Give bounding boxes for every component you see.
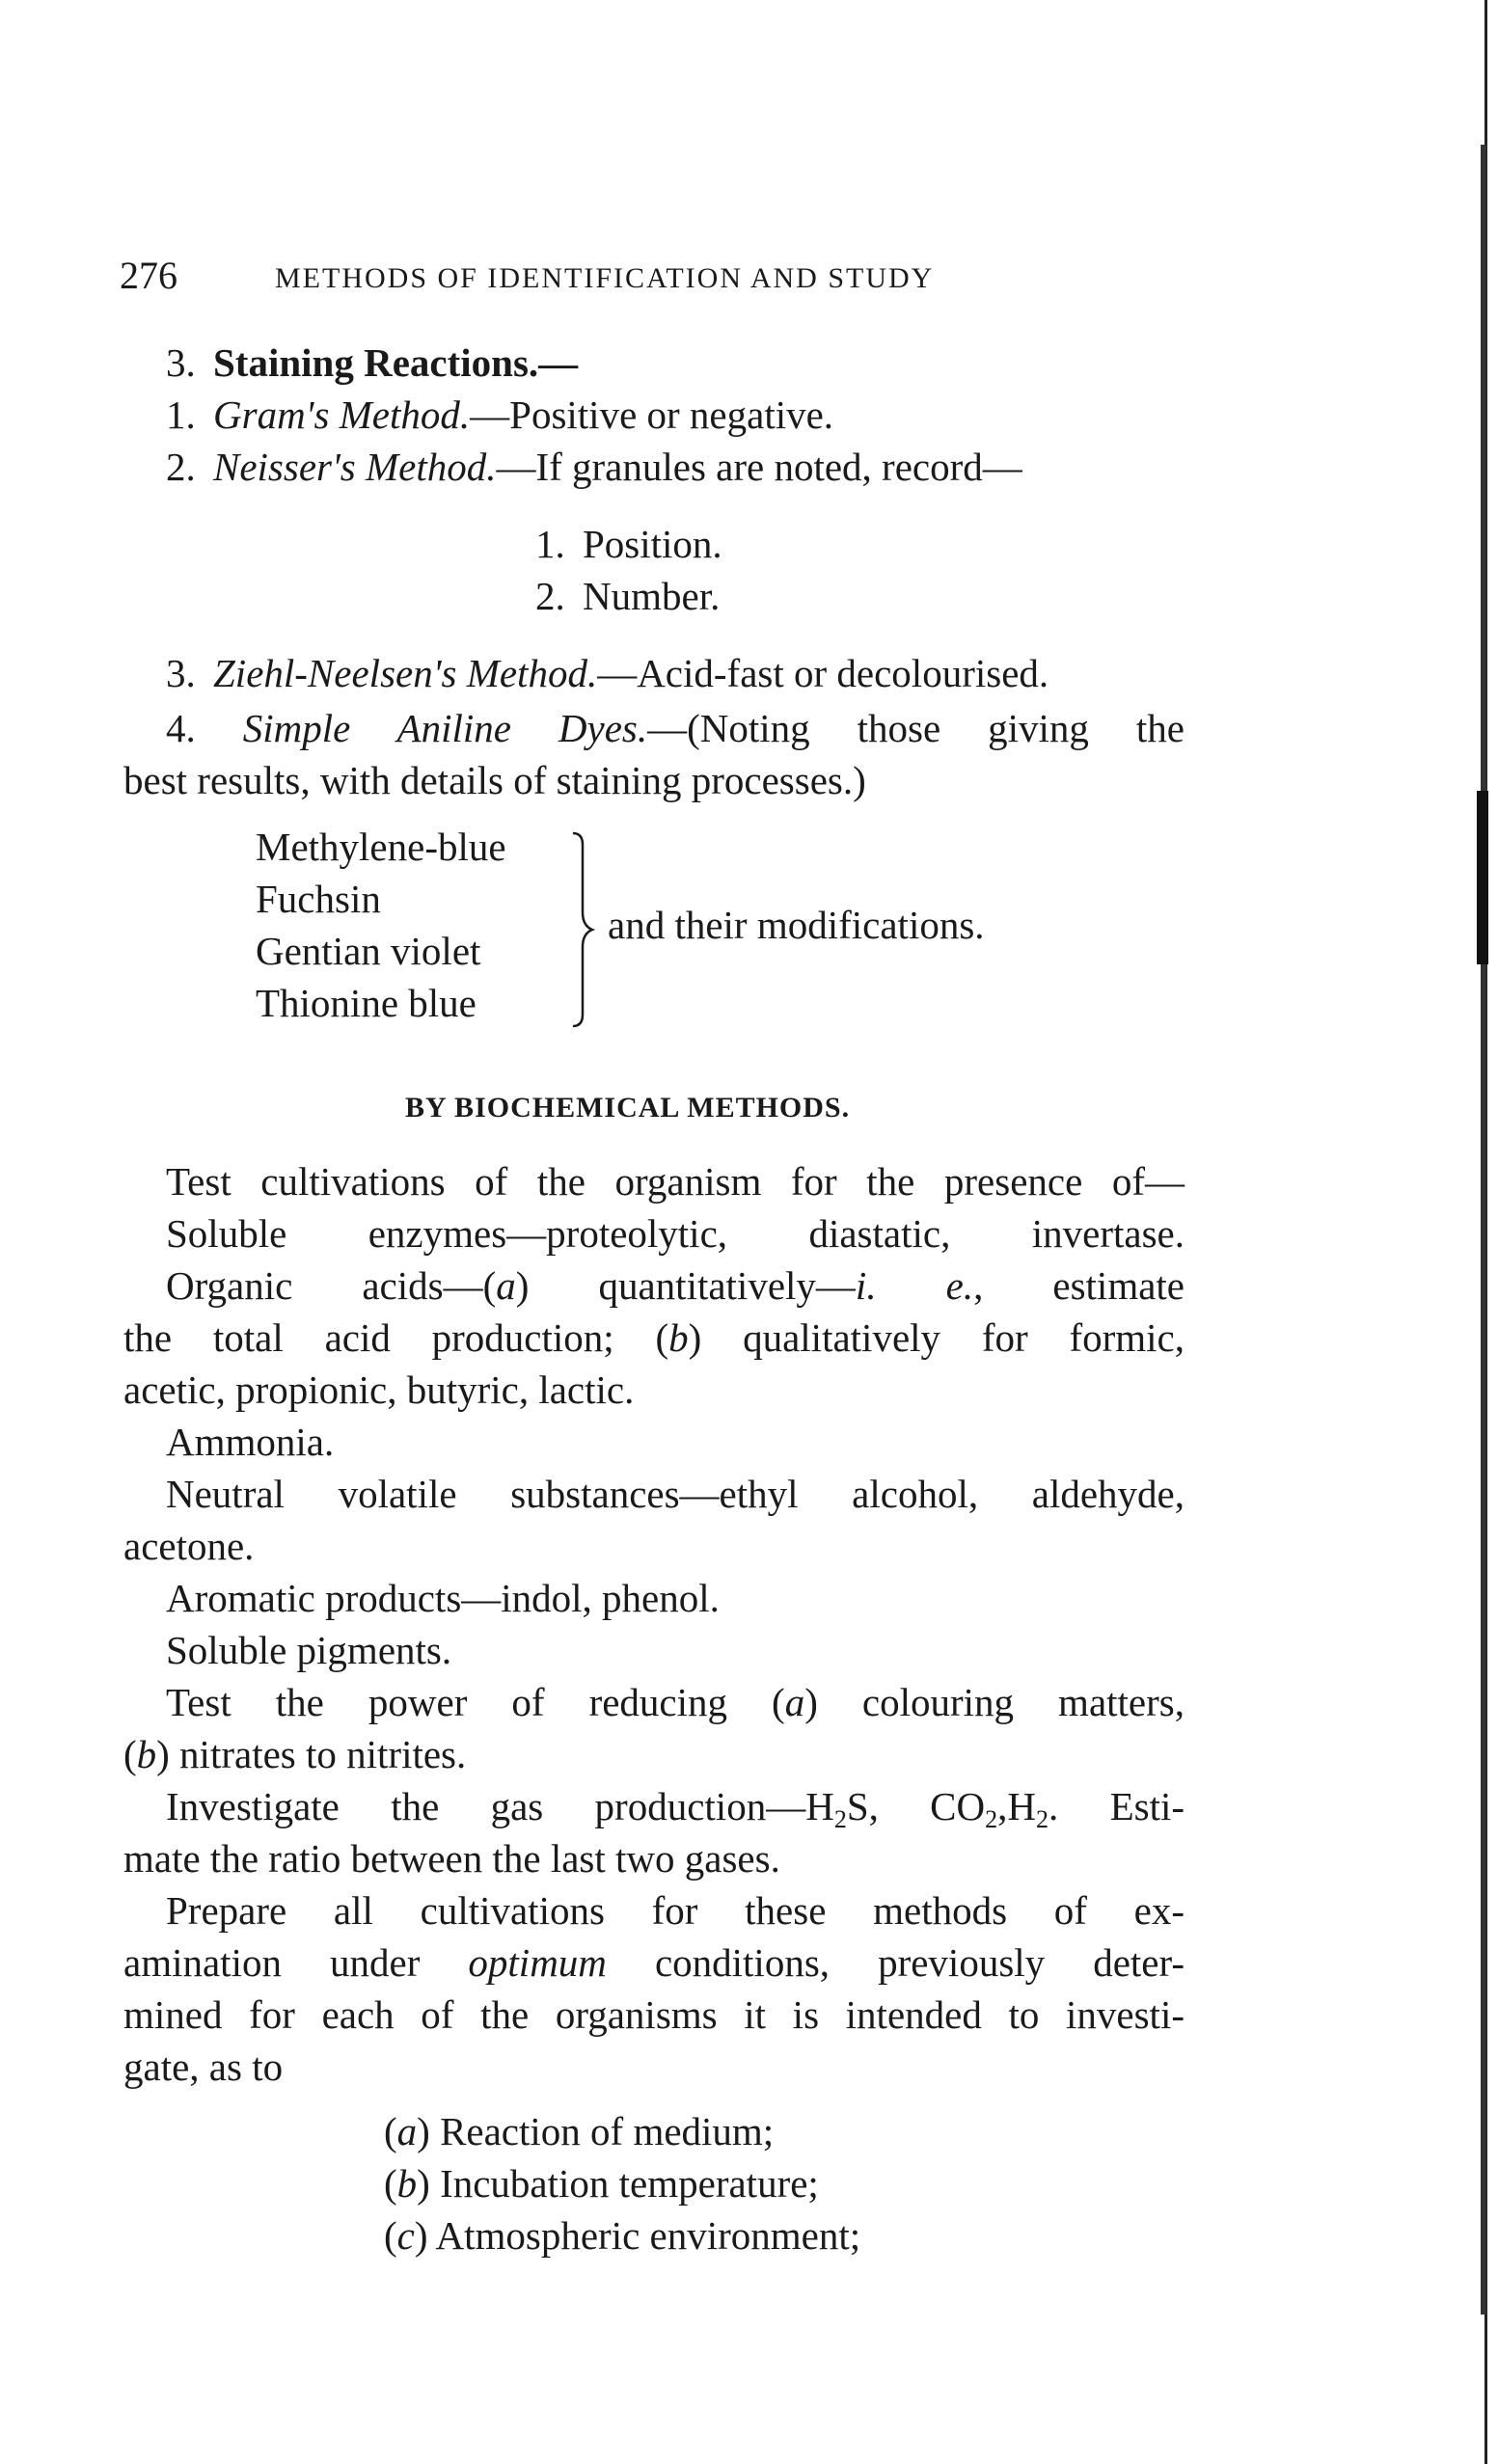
staining-item-2 [166, 444, 1022, 490]
staining-item-1 [166, 392, 833, 438]
italic-run: optimum [468, 1940, 607, 1985]
heading-number: 3. [166, 340, 196, 385]
condition-text: Incubation temperature; [440, 2161, 819, 2206]
italic-run: i. e. [855, 1263, 974, 1308]
biochem-heading: BY BIOCHEMICAL METHODS. [405, 1092, 851, 1124]
dye-gentian-violet: Gentian violet [256, 929, 481, 973]
method-name: Ziehl-Neelsen's Method. [213, 651, 598, 695]
item-number: 3. [166, 651, 196, 695]
pigments-line: Soluble pigments. [166, 1628, 452, 1672]
dye-thionine-blue: Thionine blue [256, 981, 477, 1025]
subscript: 2 [985, 1805, 998, 1833]
method-name: Simple Aniline Dyes. [242, 706, 648, 750]
item-number: 2. [166, 445, 196, 489]
item-text: —(Noting those giving the [647, 706, 1185, 750]
subscript: 2 [833, 1805, 847, 1833]
staining-item-4-line-2: best results, with details of staining processes.) [123, 758, 866, 802]
aromatic-line: Aromatic products—indol, phenol. [166, 1576, 720, 1620]
text-run: the total acid production; ( [123, 1315, 669, 1360]
section-staining-heading [166, 339, 578, 386]
condition-letter: c [396, 2213, 415, 2258]
italic-run: a [784, 1680, 805, 1724]
item-number: 1. [166, 393, 196, 437]
item-text: —If granules are noted, record— [496, 445, 1022, 489]
page-number: 276 [120, 254, 177, 297]
text-run: conditions, previously deter- [606, 1940, 1185, 1985]
condition-text: Reaction of medium; [440, 2109, 775, 2153]
item-number: 4. [166, 706, 196, 750]
sub-item-number-line [535, 573, 720, 619]
text-run: ) nitrates to nitrites. [156, 1732, 467, 1776]
staining-item-4-line-1 [166, 702, 1185, 754]
italic-run: b [668, 1315, 689, 1360]
neutral-line-1: Neutral volatile substances—ethyl alcohol, aldehyde, [166, 1472, 1185, 1516]
sub-item-number: 2. [535, 574, 565, 618]
text-run: Investigate the gas production—H [166, 1784, 834, 1828]
item-text: —Acid-fast or decolourised. [597, 651, 1049, 695]
italic-run: b [136, 1732, 157, 1776]
reducing-line-1 [166, 1676, 1185, 1728]
dyes-note: and their modifications. [608, 903, 985, 947]
text-run: ,H [997, 1784, 1036, 1828]
method-name: Gram's Method. [213, 393, 471, 437]
gas-line-1 [166, 1780, 1185, 1832]
condition-letter: b [396, 2161, 418, 2206]
organic-acids-line-1 [166, 1259, 1185, 1312]
sub-item-text: Position. [583, 522, 722, 566]
text-run: Organic acids—( [166, 1263, 497, 1308]
page-edge-shadow [1469, 0, 1498, 2464]
ammonia-line: Ammonia. [166, 1420, 335, 1464]
staining-item-3 [166, 650, 1049, 696]
subscript: 2 [1036, 1805, 1049, 1833]
text-run: amination under [123, 1940, 469, 1985]
text-run: , estimate [973, 1263, 1185, 1308]
dye-methylene-blue: Methylene-blue [256, 825, 506, 869]
text-run: . Esti- [1049, 1784, 1185, 1828]
prepare-line-2 [123, 1936, 1185, 1989]
condition-a: (a) Reaction of medium; [384, 2109, 775, 2153]
sub-item-text: Number. [583, 574, 721, 618]
organic-acids-line-2 [123, 1312, 1185, 1364]
condition-text: Atmospheric environment; [435, 2213, 861, 2258]
biochem-line-test-cultivations: Test cultivations of the organism for the presence of— [166, 1159, 1185, 1204]
gas-line-2: mate the ratio between the last two gases. [123, 1836, 780, 1881]
right-brace [569, 829, 598, 1032]
item-text: —Positive or negative. [470, 393, 834, 437]
condition-b: (b) Incubation temperature; [384, 2161, 819, 2206]
text-run: S, CO [846, 1784, 986, 1828]
text-run: Test the power of reducing ( [166, 1680, 785, 1724]
prepare-line-3: mined for each of the organisms it is intended to investi- [123, 1992, 1185, 2037]
reducing-line-2 [123, 1728, 1185, 1780]
text-run: ) colouring matters, [804, 1680, 1185, 1724]
text-run: ( [123, 1732, 137, 1776]
condition-c: (c) Atmospheric environment; [384, 2213, 861, 2258]
organic-acids-line-3: acetic, propionic, butyric, lactic. [123, 1367, 635, 1412]
sub-item-number: 1. [535, 522, 565, 566]
text-run: ) quantitatively— [515, 1263, 856, 1308]
prepare-line-4: gate, as to [123, 2044, 284, 2089]
italic-run: a [496, 1263, 516, 1308]
running-title: METHODS OF IDENTIFICATION AND STUDY [275, 262, 935, 294]
condition-letter: a [396, 2109, 418, 2153]
prepare-line-1: Prepare all cultivations for these methods of ex- [166, 1888, 1185, 1933]
text-run: ) qualitatively for formic, [688, 1315, 1185, 1360]
heading-text: Staining Reactions.— [213, 340, 579, 385]
dye-fuchsin: Fuchsin [256, 877, 381, 921]
neutral-line-2: acetone. [123, 1524, 255, 1568]
sub-item-position [535, 521, 722, 567]
biochem-line-soluble-enzymes: Soluble enzymes—proteolytic, diastatic, invertase. [166, 1211, 1185, 1256]
method-name: Neisser's Method. [213, 445, 497, 489]
